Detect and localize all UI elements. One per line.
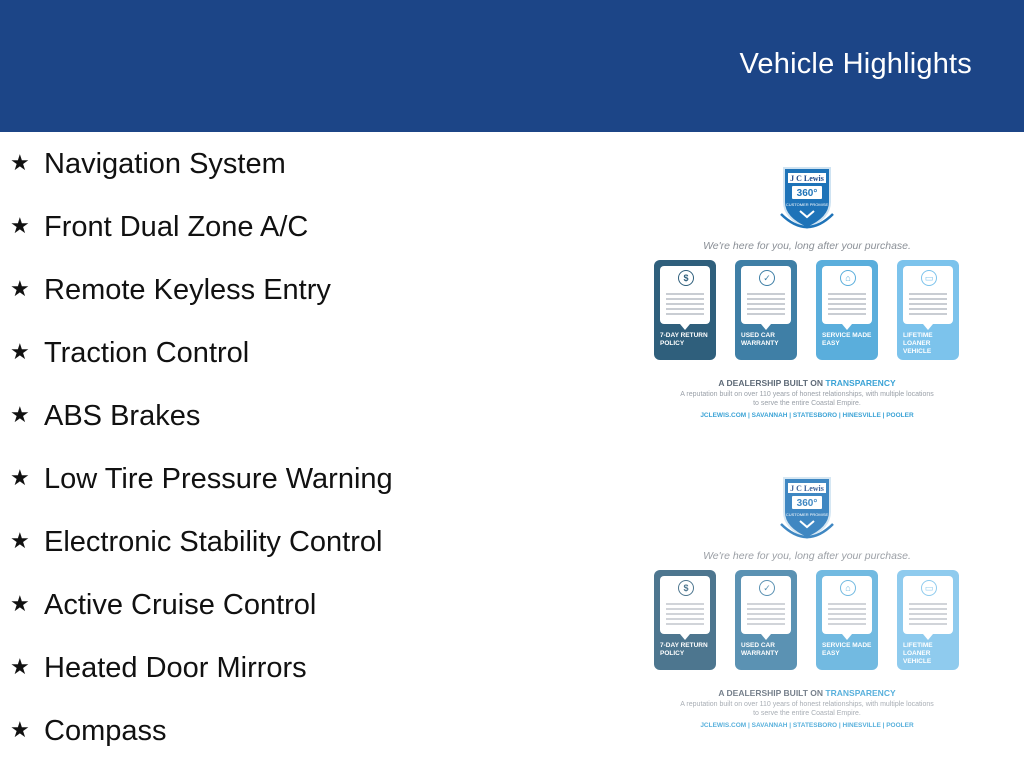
- reputation-text: A reputation built on over 110 years of honest relationships, with multiple locations to serve the entire Coastal Empire.: [680, 391, 934, 407]
- tagline: We're here for you, long after your purchase.: [703, 240, 911, 252]
- feature-label: Traction Control: [44, 337, 250, 369]
- star-icon: ★: [10, 717, 30, 742]
- svg-text:J C Lewis: J C Lewis: [790, 484, 824, 493]
- svg-text:CUSTOMER PROMISE: CUSTOMER PROMISE: [785, 202, 829, 207]
- jc-lewis-360-shield-icon: [780, 164, 834, 234]
- svg-text:360°: 360°: [796, 498, 818, 509]
- jc-lewis-360-shield-icon: [780, 474, 834, 544]
- card-warranty: ✓ USED CAR WARRANTY: [735, 570, 797, 670]
- page-title: Vehicle Highlights: [739, 48, 972, 80]
- card-return-policy: $ 7-DAY RETURN POLICY: [654, 260, 716, 360]
- badge-check-icon: ✓: [759, 270, 775, 286]
- car-icon: ▭: [921, 580, 937, 596]
- feature-list: [10, 140, 393, 770]
- service-icon: ⌂: [840, 270, 856, 286]
- star-icon: ★: [10, 213, 30, 238]
- feature-label: ABS Brakes: [44, 400, 201, 432]
- list-item: [10, 392, 393, 455]
- list-item: [10, 140, 393, 203]
- list-item: [10, 266, 393, 329]
- tagline: We're here for you, long after your purchase.: [703, 550, 911, 562]
- list-item: [10, 707, 393, 770]
- star-icon: ★: [10, 402, 30, 427]
- star-icon: ★: [10, 591, 30, 616]
- star-icon: ★: [10, 276, 30, 301]
- feature-label: Compass: [44, 715, 167, 747]
- list-item: [10, 581, 393, 644]
- feature-label: Low Tire Pressure Warning: [44, 463, 393, 495]
- badge-check-icon: ✓: [759, 580, 775, 596]
- list-item: [10, 455, 393, 518]
- star-icon: ★: [10, 528, 30, 553]
- dealer-heading: A DEALERSHIP BUILT ON TRANSPARENCY: [718, 378, 896, 388]
- car-icon: ▭: [921, 270, 937, 286]
- feature-label: Heated Door Mirrors: [44, 652, 307, 684]
- locations-line: JCLEWIS.COM | SAVANNAH | STATESBORO | HINESVILLE | POOLER: [700, 412, 914, 419]
- benefit-cards: [654, 260, 960, 365]
- svg-text:J C Lewis: J C Lewis: [790, 174, 824, 183]
- dollar-refund-icon: $: [678, 580, 694, 596]
- feature-label: Front Dual Zone A/C: [44, 211, 309, 243]
- card-return-policy: $ 7-DAY RETURN POLICY: [654, 570, 716, 670]
- dollar-refund-icon: $: [678, 270, 694, 286]
- feature-label: Navigation System: [44, 148, 286, 180]
- svg-text:360°: 360°: [796, 188, 818, 199]
- card-warranty: ✓ USED CAR WARRANTY: [735, 260, 797, 360]
- list-item: [10, 203, 393, 266]
- locations-line: JCLEWIS.COM | SAVANNAH | STATESBORO | HINESVILLE | POOLER: [700, 722, 914, 729]
- list-item: [10, 329, 393, 392]
- card-service: ⌂ SERVICE MADE EASY: [816, 260, 878, 360]
- service-icon: ⌂: [840, 580, 856, 596]
- dealer-heading: A DEALERSHIP BUILT ON TRANSPARENCY: [718, 688, 896, 698]
- star-icon: ★: [10, 150, 30, 175]
- benefit-cards: [654, 570, 960, 675]
- card-service: ⌂ SERVICE MADE EASY: [816, 570, 878, 670]
- feature-label: Electronic Stability Control: [44, 526, 383, 558]
- star-icon: ★: [10, 654, 30, 679]
- svg-text:CUSTOMER PROMISE: CUSTOMER PROMISE: [785, 512, 829, 517]
- promise-graphic: [648, 160, 966, 430]
- promise-graphic: [648, 470, 966, 740]
- reputation-text: A reputation built on over 110 years of honest relationships, with multiple locations to serve the entire Coastal Empire.: [680, 701, 934, 717]
- list-item: [10, 644, 393, 707]
- star-icon: ★: [10, 465, 30, 490]
- card-loaner: ▭ LIFETIME LOANER VEHICLE: [897, 260, 959, 360]
- feature-label: Remote Keyless Entry: [44, 274, 331, 306]
- list-item: [10, 518, 393, 581]
- feature-label: Active Cruise Control: [44, 589, 317, 621]
- star-icon: ★: [10, 339, 30, 364]
- header-bar: [0, 0, 1024, 132]
- card-loaner: ▭ LIFETIME LOANER VEHICLE: [897, 570, 959, 670]
